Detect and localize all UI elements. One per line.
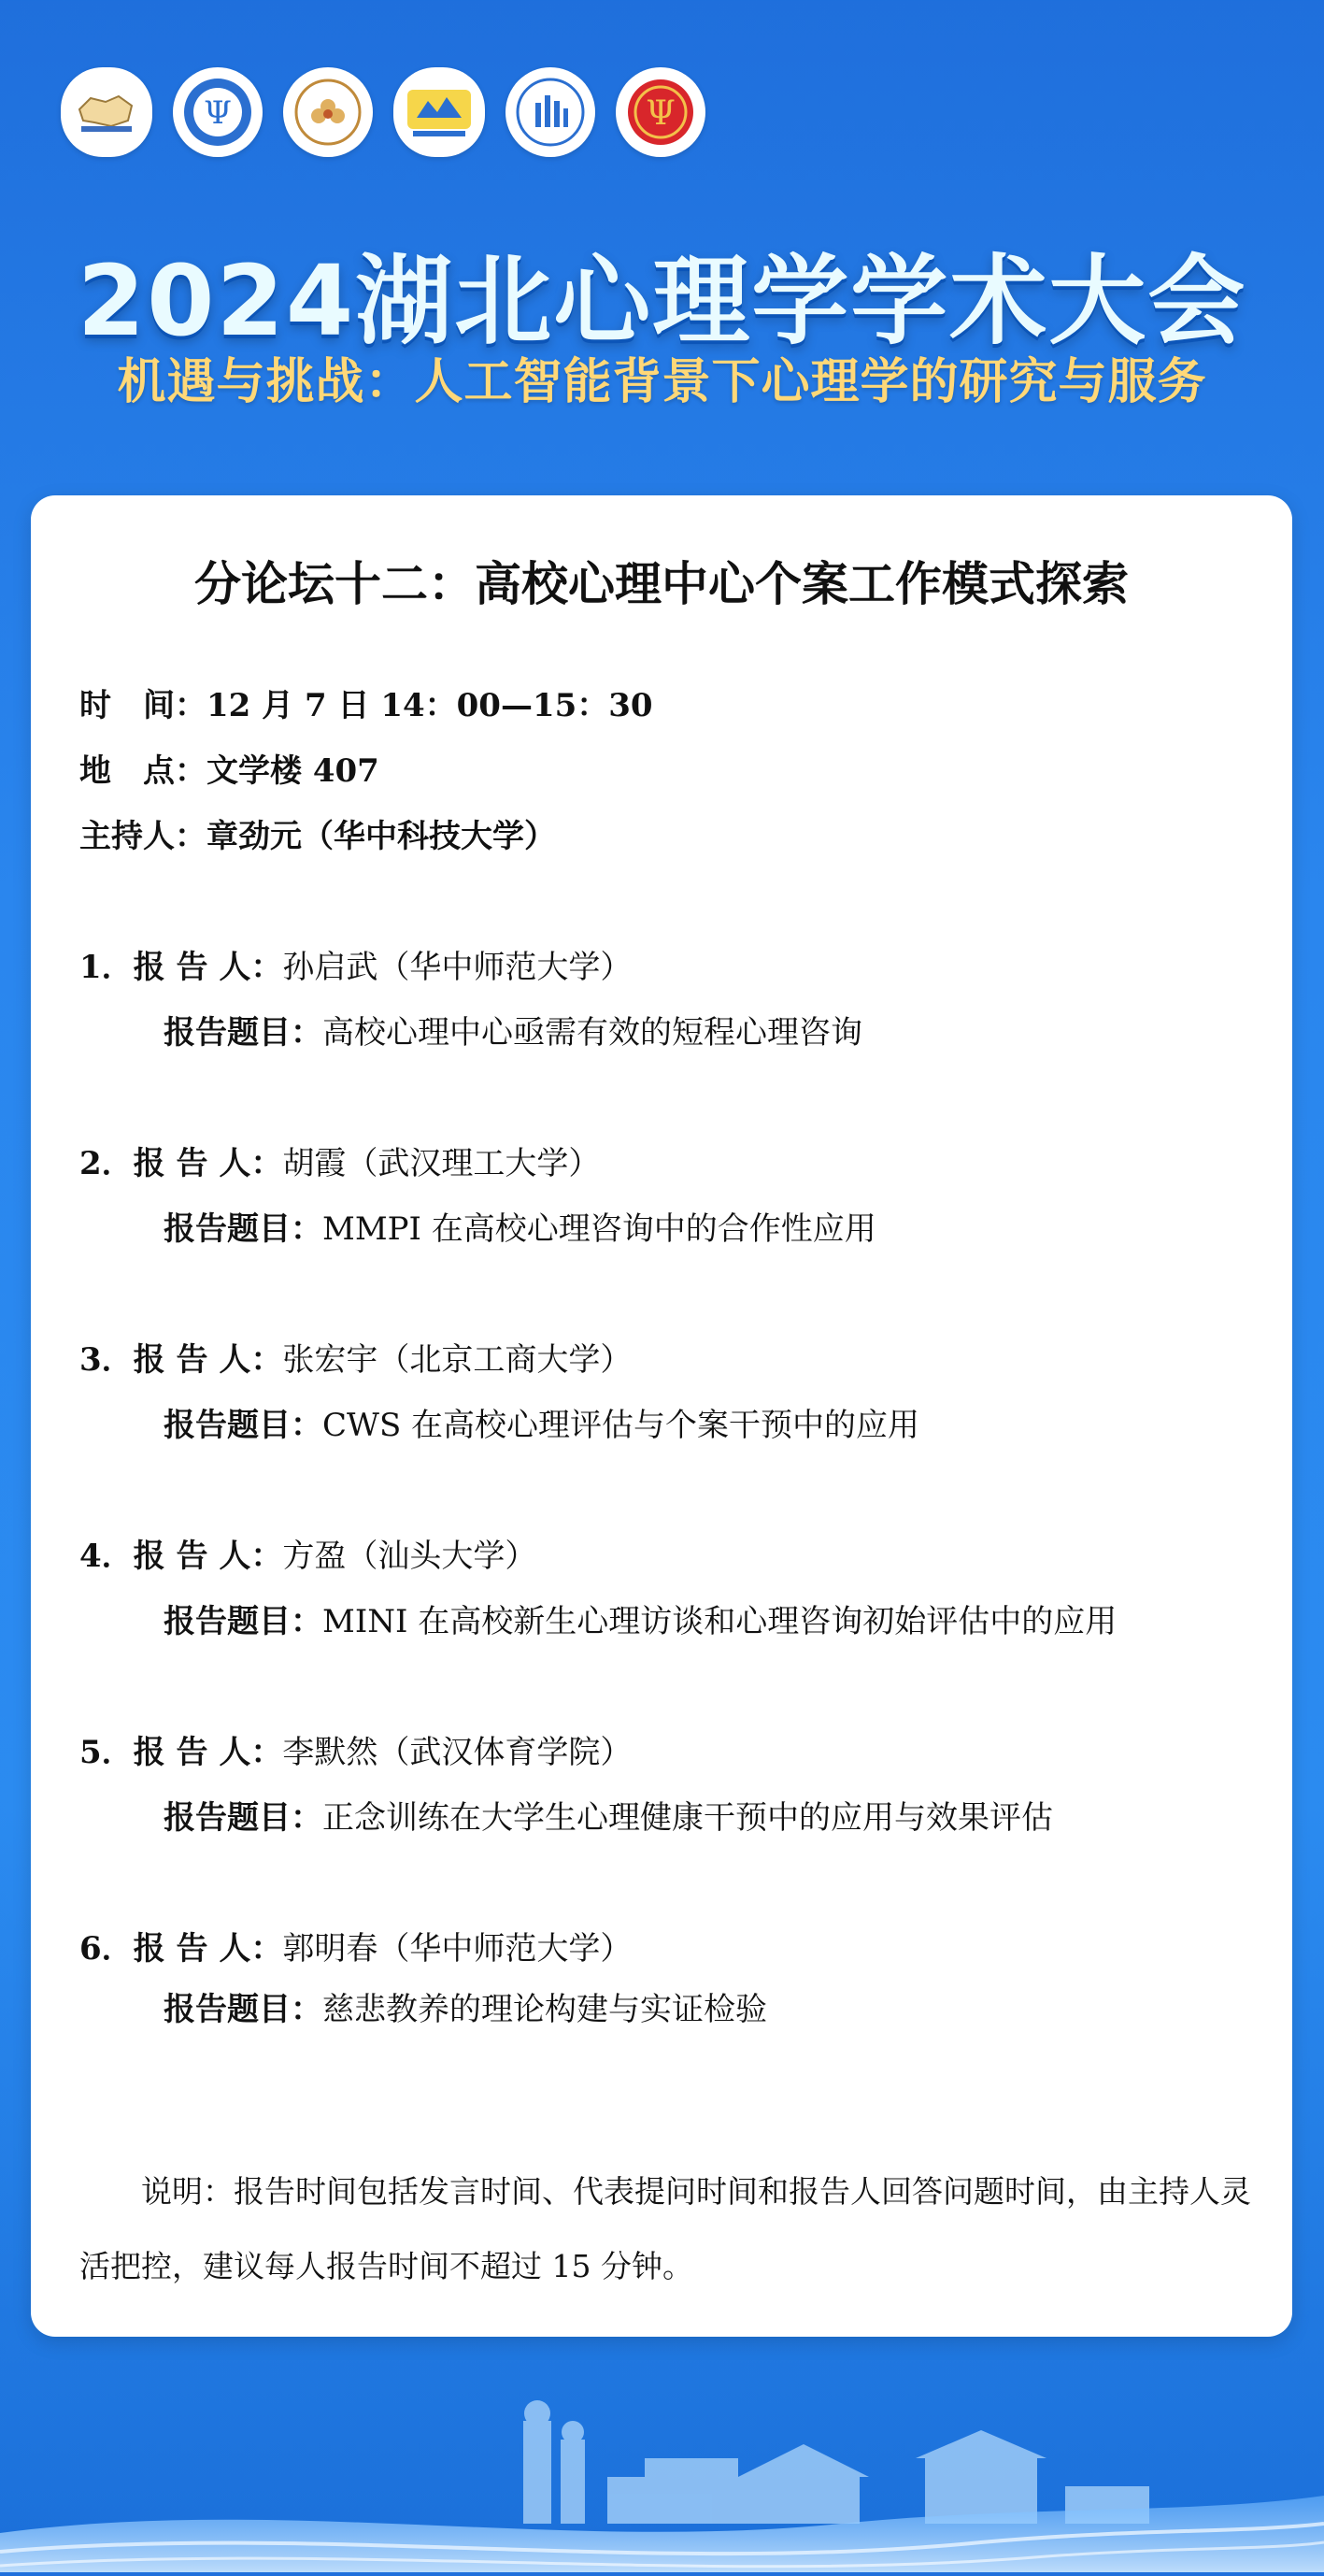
host-row	[79, 804, 653, 869]
host-value: 章劲元（华中科技大学）	[206, 818, 556, 855]
place-label: 地 点：	[79, 752, 206, 790]
speaker-name: 李默然（武汉体育学院）	[282, 1734, 633, 1771]
time-value: 12 月 7 日 14：00—15：30	[206, 687, 653, 724]
schedule-note: 说明：报告时间包括发言时间、代表提问时间和报告人回答问题时间，由主持人灵活把控，建议每人报告时间不超过 15 分钟。	[79, 2173, 1251, 2284]
conference-title: 2024湖北心理学学术大会	[77, 244, 1247, 358]
speaker-number: 2．	[79, 1145, 134, 1182]
speaker-item	[79, 935, 1257, 1131]
topic-title: MMPI 在高校心理咨询中的合作性应用	[322, 1210, 876, 1248]
speaker-name: 方盈（汕头大学）	[282, 1538, 537, 1575]
forum-card	[31, 495, 1292, 2337]
svg-text:Ψ: Ψ	[646, 94, 676, 133]
topic-label: 报告题目：	[164, 1991, 322, 2028]
speaker-label: 报 告 人：	[133, 1734, 283, 1771]
psi-circle-logo-icon	[173, 67, 263, 157]
map-logo-icon	[61, 67, 152, 157]
flower-seal-logo-icon	[283, 67, 373, 157]
topic-title: MINI 在高校新生心理访谈和心理咨询初始评估中的应用	[322, 1603, 1118, 1640]
speaker-name: 胡霞（武汉理工大学）	[282, 1145, 601, 1182]
speaker-number: 3．	[79, 1341, 134, 1379]
speaker-item	[79, 1131, 1257, 1327]
topic-title: CWS 在高校心理评估与个案干预中的应用	[322, 1407, 920, 1444]
speaker-item	[79, 1720, 1257, 1916]
organizer-logos	[61, 67, 705, 157]
speaker-label: 报 告 人：	[133, 1930, 283, 1968]
speaker-name: 孙启武（华中师范大学）	[282, 949, 633, 986]
topic-title: 慈悲教养的理论构建与实证检验	[322, 1991, 767, 2028]
conference-subtitle: 机遇与挑战：人工智能背景下心理学的研究与服务	[117, 354, 1207, 410]
svg-text:Ψ: Ψ	[204, 94, 232, 132]
topic-label: 报告题目：	[164, 1603, 322, 1640]
topic-label: 报告题目：	[164, 1407, 322, 1444]
topic-title: 高校心理中心亟需有效的短程心理咨询	[322, 1014, 862, 1052]
host-label: 主持人：	[79, 818, 206, 855]
place-value: 文学楼 407	[206, 752, 379, 790]
speaker-number: 1．	[79, 949, 134, 986]
building-logo-icon	[505, 67, 595, 157]
footer-skyline-decoration	[0, 2355, 1324, 2572]
forum-title: 分论坛十二：高校心理中心个案工作模式探索	[194, 557, 1129, 611]
topic-label: 报告题目：	[164, 1210, 322, 1248]
speaker-item	[79, 1524, 1257, 1720]
speaker-item	[79, 1916, 1257, 2094]
time-label: 时 间：	[79, 687, 206, 724]
time-row	[79, 673, 653, 738]
forum-meta	[79, 673, 653, 869]
speaker-item	[79, 1327, 1257, 1524]
red-psi-logo-icon	[616, 67, 705, 157]
wuhan-psych-logo-icon	[393, 67, 485, 157]
speaker-number: 4．	[79, 1538, 134, 1575]
speaker-label: 报 告 人：	[133, 1538, 283, 1575]
topic-label: 报告题目：	[164, 1799, 322, 1837]
speaker-number: 6．	[79, 1930, 134, 1968]
speaker-list	[79, 935, 1257, 2094]
conference-header	[0, 0, 1324, 491]
speaker-label: 报 告 人：	[133, 1341, 283, 1379]
speaker-label: 报 告 人：	[133, 949, 283, 986]
speaker-label: 报 告 人：	[133, 1145, 283, 1182]
place-row	[79, 738, 653, 804]
speaker-number: 5．	[79, 1734, 134, 1771]
speaker-name: 张宏宇（北京工商大学）	[282, 1341, 633, 1379]
topic-title: 正念训练在大学生心理健康干预中的应用与效果评估	[322, 1799, 1053, 1837]
speaker-name: 郭明春（华中师范大学）	[282, 1930, 633, 1968]
topic-label: 报告题目：	[164, 1014, 322, 1052]
